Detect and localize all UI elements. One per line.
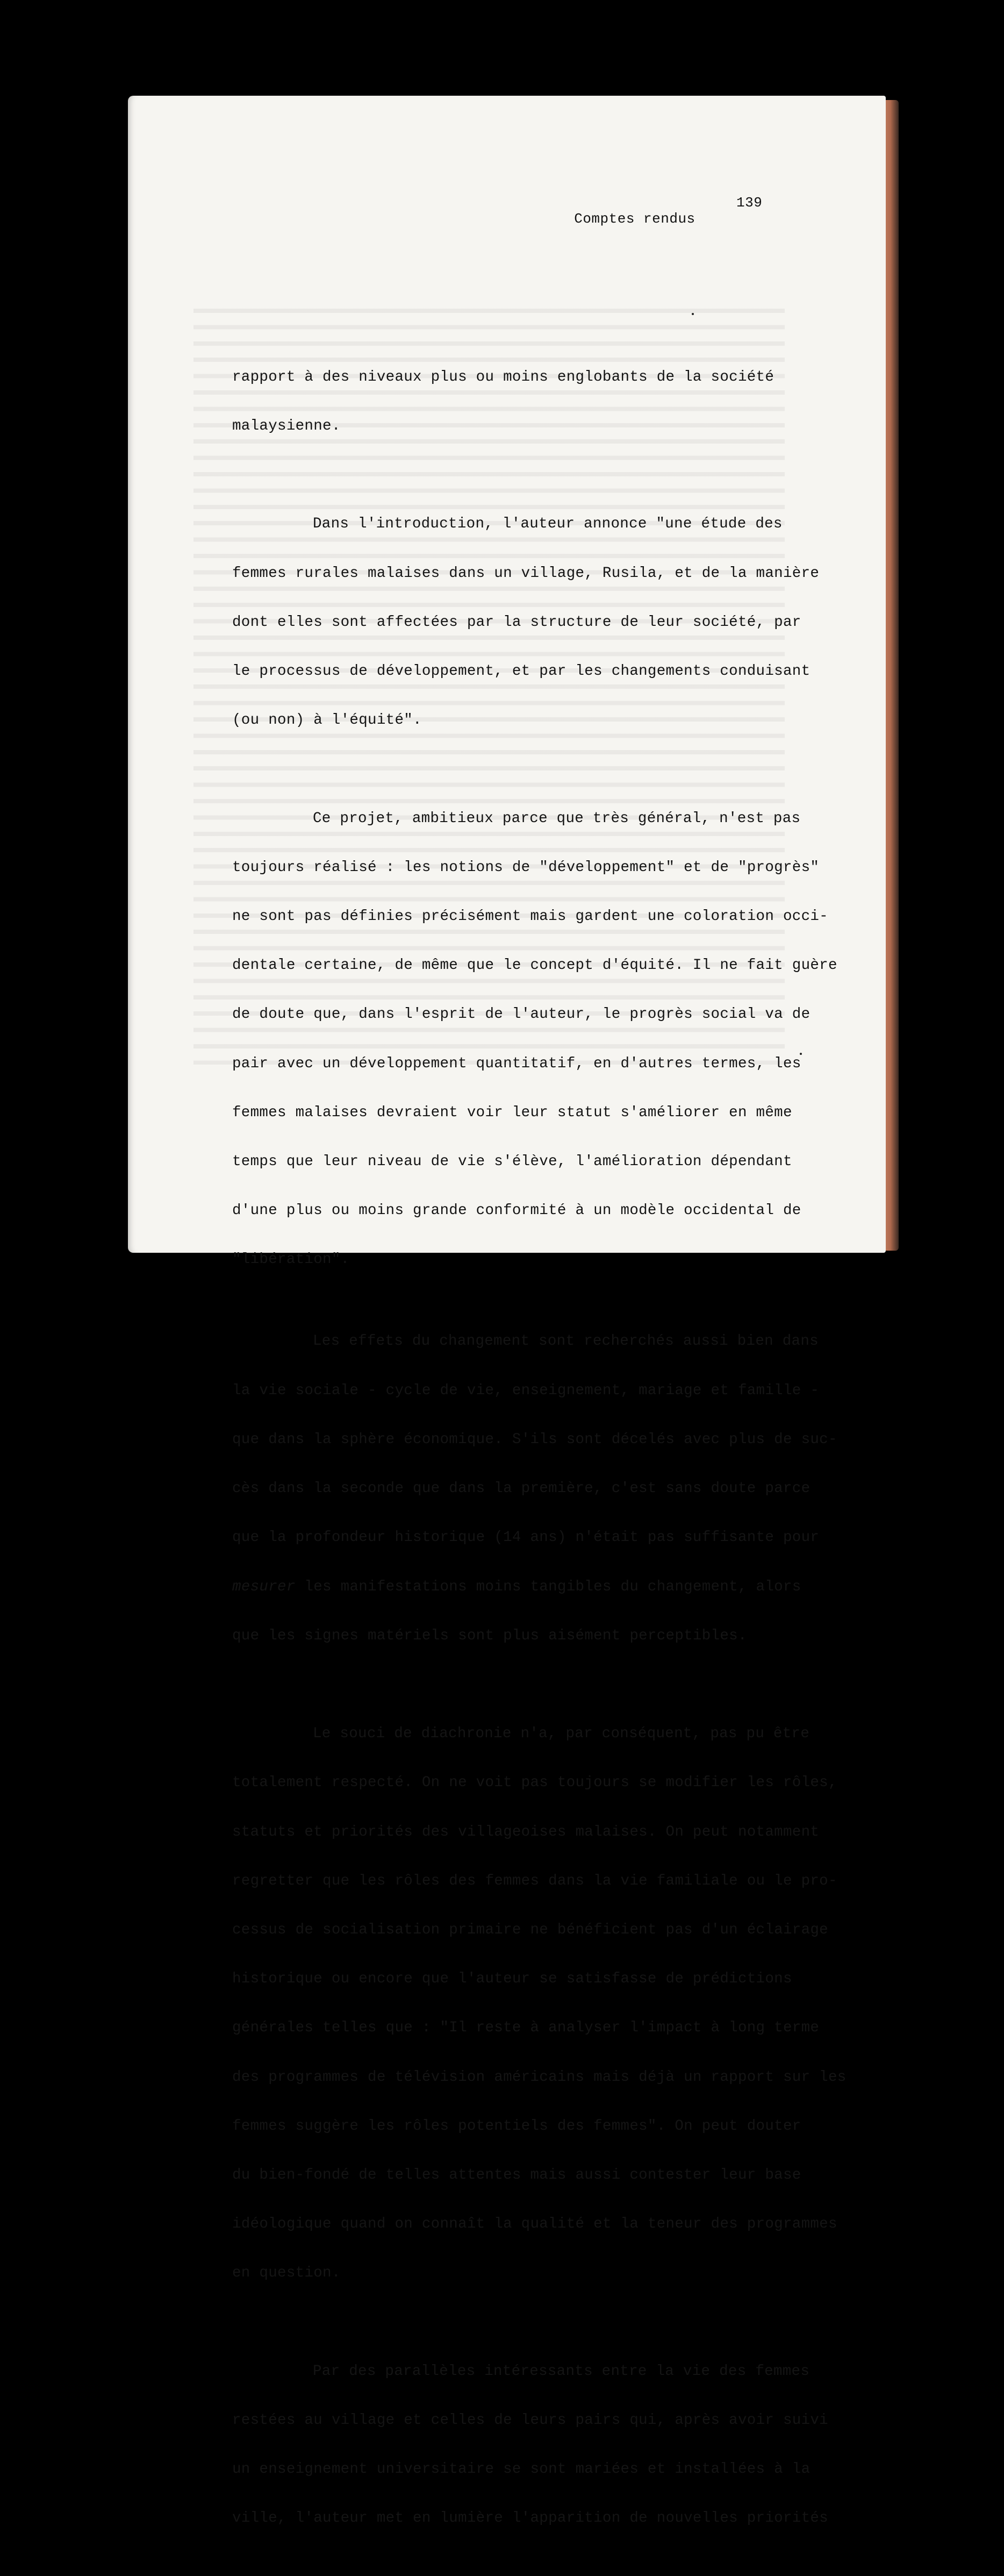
- text-line: des programmes de télévision américains mais déjà un rapport sur les: [232, 2068, 847, 2086]
- text-line: Dans l'introduction, l'auteur annonce "une étude des: [313, 516, 783, 533]
- text-line: la vie sociale - cycle de vie, enseignement, mariage et famille -: [232, 1382, 820, 1399]
- text-line: totalement respecté. On ne voit pas toujours se modifier les rôles,: [232, 1774, 837, 1792]
- text-line: que dans la sphère économique. S'ils sont décelés avec plus de suc-: [232, 1431, 837, 1448]
- text-line: Ce projet, ambitieux parce que très général, n'est pas: [313, 810, 801, 827]
- text-line: d'une plus ou moins grande conformité à un modèle occidental de: [232, 1202, 801, 1219]
- paragraph-5: [232, 1693, 847, 2314]
- text-line: Le souci de diachronie n'a, par conséquent, pas pu être: [313, 1725, 810, 1743]
- paragraph-4: [232, 1301, 837, 1677]
- body-text: [232, 337, 847, 2576]
- running-title: Comptes rendus: [574, 211, 695, 227]
- ink-speck: [692, 313, 694, 315]
- text-line: rapport à des niveaux plus ou moins englobants de la société: [232, 368, 774, 386]
- text-line: cessus de socialisation primaire ne bénéficient pas d'un éclairage: [232, 1921, 828, 1938]
- text-line: que les signes matériels sont plus aisément perceptibles.: [232, 1627, 747, 1644]
- paragraph-3: [232, 778, 837, 1301]
- text-line: ne sont pas définies précisément mais gardent une coloration occi-: [232, 908, 828, 925]
- text-line: cès dans la seconde que dans la première, c'est sans doute parce: [232, 1480, 811, 1497]
- text-line: idéologique quand on connaît la qualité et la teneur des programmes: [232, 2216, 837, 2233]
- text-line: un enseignement universitaire se sont mariées et installées à la: [232, 2461, 811, 2478]
- text-line: de doute que, dans l'esprit de l'auteur, le progrès social va de: [232, 1006, 811, 1023]
- text-line: historique ou encore que l'auteur se satisfasse de prédictions: [232, 1971, 792, 1988]
- text-line: du bien-fondé de telles attentes mais aussi contester leur base: [232, 2166, 801, 2183]
- text-line: dentale certaine, de même que le concept d'équité. Il ne fait guère: [232, 957, 837, 974]
- ink-speck: [800, 1053, 802, 1055]
- page-number: 139: [736, 195, 763, 211]
- text-line: femmes malaises devraient voir leur statut s'améliorer en même: [232, 1104, 792, 1121]
- text-line: malaysienne.: [232, 418, 341, 435]
- emphasized-word: mesurer: [232, 1578, 296, 1595]
- text-line: regretter que les rôles des femmes dans la vie familiale ou le pro-: [232, 1872, 837, 1889]
- text-line: générales telles que : "Il reste à analyser l'impact à long terme: [232, 2020, 820, 2037]
- text-line: mesurer les manifestations moins tangibles du changement, alors: [232, 1578, 801, 1595]
- text-line: que la profondeur historique (14 ans) n'était pas suffisante pour: [232, 1529, 820, 1546]
- paragraph-2: [232, 484, 820, 762]
- text-line: le processus de développement, et par les changements conduisant: [232, 663, 811, 680]
- text-line: Par des parallèles intéressants entre la vie des femmes: [313, 2363, 810, 2380]
- text-line: en question.: [232, 2265, 341, 2282]
- text-line: pair avec un développement quantitatif, en d'autres termes, les: [232, 1055, 801, 1072]
- text-line: femmes suggère les rôles potentiels des femmes". On peut douter: [232, 2117, 801, 2135]
- running-header: [557, 195, 763, 243]
- paragraph-1: [232, 337, 791, 467]
- text-line: toujours réalisé : les notions de "développement" et de "progrès": [232, 859, 820, 876]
- text-line: temps que leur niveau de vie s'élève, l'amélioration dépendant: [232, 1153, 792, 1171]
- text-line: dont elles sont affectées par la structure de leur société, par: [232, 613, 801, 631]
- text-line: ville, l'auteur met en lumière l'apparition de nouvelles priorités: [232, 2510, 828, 2527]
- text-line: restées au village et celles de leurs pairs qui, après avoir suivi: [232, 2411, 828, 2429]
- text-line: statuts et priorités des villageoises malaises. On peut notamment: [232, 1823, 820, 1840]
- text-line: Les effets du changement sont recherchés aussi bien dans: [313, 1333, 819, 1350]
- text-line: "libération".: [232, 1251, 350, 1268]
- text-line: (ou non) à l'équité".: [232, 712, 422, 729]
- paragraph-6: [232, 2331, 828, 2560]
- text-line: femmes rurales malaises dans un village, Rusila, et de la manière: [232, 565, 820, 582]
